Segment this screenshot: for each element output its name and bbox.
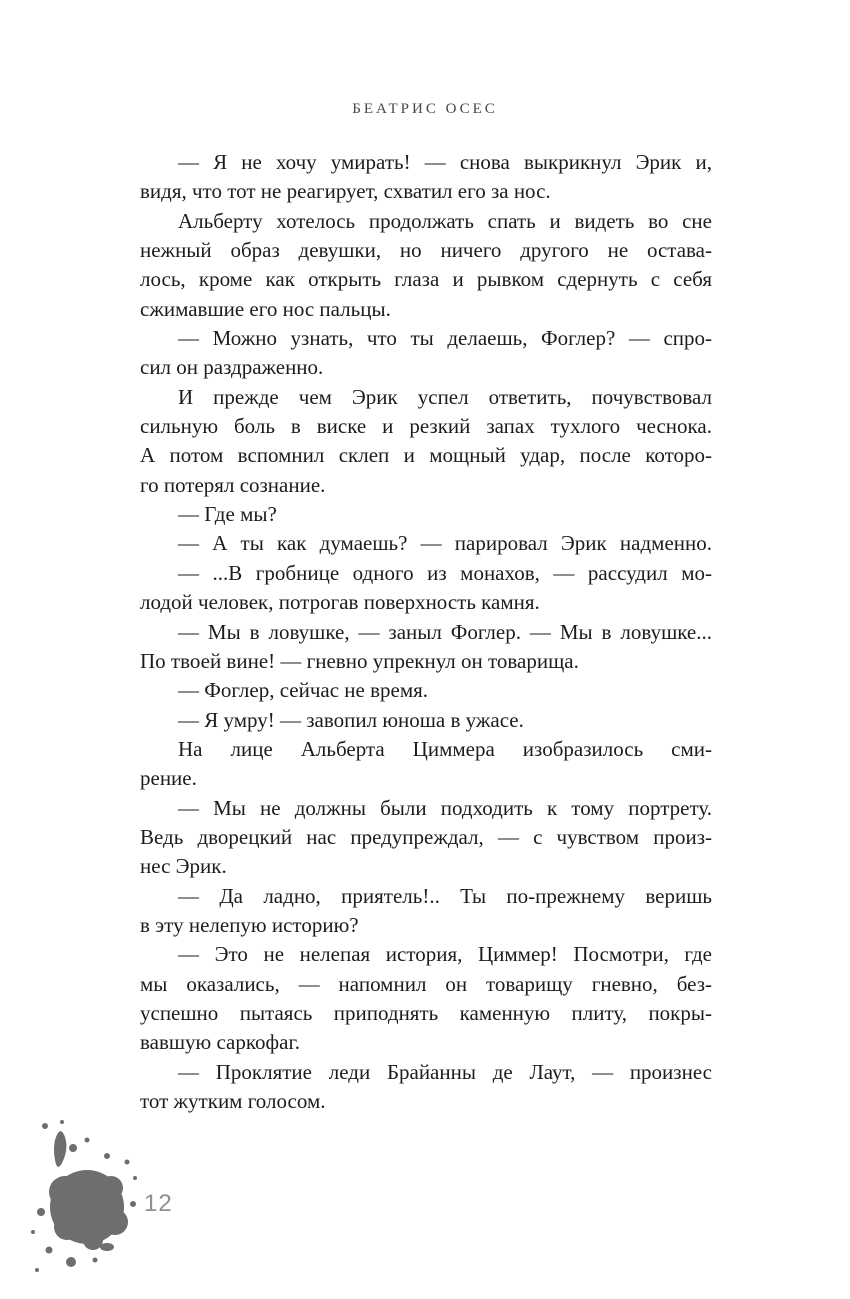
page-number: 12 [144,1190,173,1217]
text-line: — Я умру! — завопил юноша в ужасе. [178,707,524,732]
text-line: — А ты как думаешь? — парировал Эрик надменно. [178,531,712,556]
text-line: — Да ладно, приятель!.. Ты по-прежнему веришь [178,883,712,908]
text-line: Ведь дворецкий нас предупреждал, — с чувством произ- [140,824,712,849]
text-line: — Мы в ловушке, — заныл Фоглер. — Мы в ловушке... [178,619,712,644]
text-line: мы оказались, — напомнил он товарищу гневно, без- [140,971,712,996]
text-line: нес Эрик. [140,854,227,879]
text-line: По твоей вине! — гневно упрекнул он товарища. [140,648,579,673]
text-line: — Можно узнать, что ты делаешь, Фоглер? — спро- [178,326,712,351]
text-line: лодой человек, потрогав поверхность камня. [140,590,540,615]
text-line: сжимавшие его нос пальцы. [140,296,391,321]
text-line: успешно пытаясь приподнять каменную плиту, покры- [140,1000,712,1025]
text-line: вавшую саркофаг. [140,1030,300,1055]
text-line: Альберту хотелось продолжать спать и видеть во сне [178,208,712,233]
ink-blot-decoration [15,1112,165,1287]
text-line: — Это не нелепая история, Циммер! Посмотри, где [178,942,712,967]
text-line: в эту нелепую историю? [140,912,359,937]
text-line: рение. [140,766,197,791]
text-line: нежный образ девушки, но ничего другого не остава- [140,238,712,263]
text-line: На лице Альберта Циммера изобразилось сми- [178,736,712,761]
text-line: лось, кроме как открыть глаза и рывком сдернуть с себя [140,267,712,292]
ink-blot-shape [31,1120,137,1272]
text-line: И прежде чем Эрик успел ответить, почувствовал [178,384,712,409]
text-line: — Где мы? [178,502,277,527]
text-line: го потерял сознание. [140,472,326,497]
text-line: — Фоглер, сейчас не время. [178,678,429,703]
text-line: видя, что тот не реагирует, схватил его за нос. [140,179,551,204]
text-line: А потом вспомнил склеп и мощный удар, после которо- [140,443,712,468]
text-line: сил он раздраженно. [140,355,324,380]
text-line: — Я не хочу умирать! — снова выкрикнул Эрик и, [178,150,712,174]
text-line: — ...В гробнице одного из монахов, — рассудил мо- [178,560,712,585]
text-line: — Мы не должны были подходить к тому портрету. [178,795,712,820]
text-line: сильную боль в виске и резкий запах тухлого чеснока. [140,414,712,439]
running-header: БЕАТРИС ОСЕС [352,101,498,117]
text-line: тот жутким голосом. [140,1089,326,1113]
page-text [140,148,712,1116]
text-line: — Проклятие леди Брайанны де Лаут, — произнес [178,1059,712,1084]
